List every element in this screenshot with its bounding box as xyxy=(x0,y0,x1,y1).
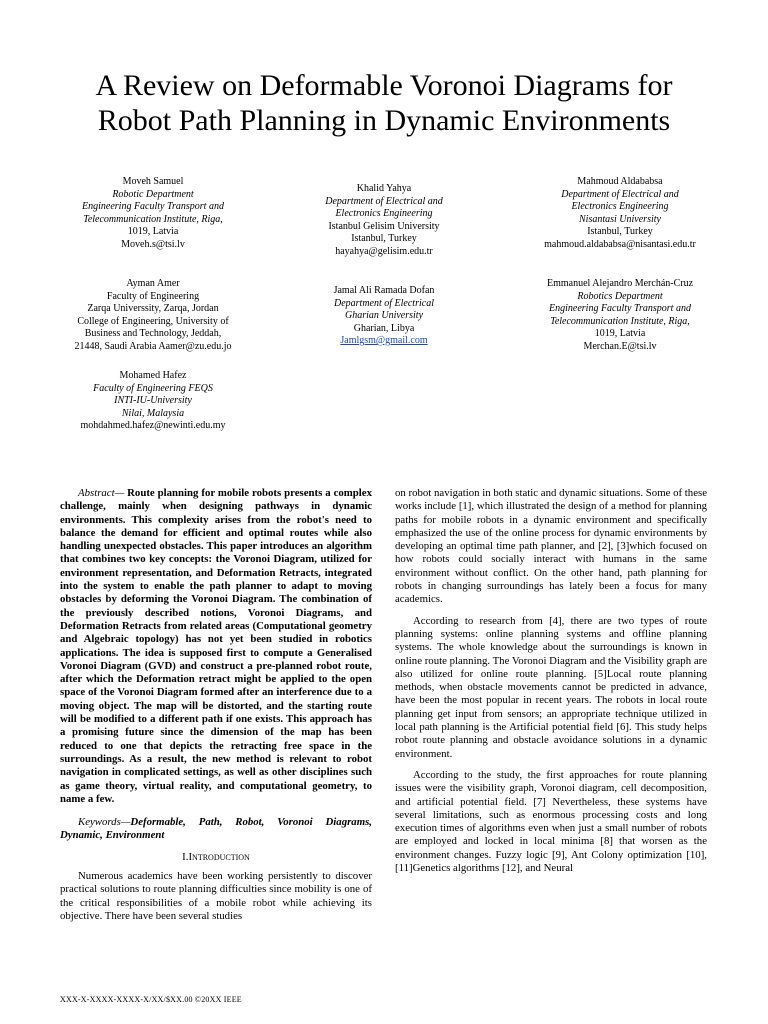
intro-paragraph: Numerous academics have been working persistently to discover practical solutions to route planning difficulties since mobility is one of the critical responsibilities of a mobile robot while achieving its objective. There have been several studies xyxy=(60,870,372,922)
author-address-email: 21448, Saudi Arabia Aamer@zu.edu.jo xyxy=(74,340,232,352)
author-affiliation: Business and Technology, Jeddah, xyxy=(84,328,222,339)
author-department: Department of Electrical and xyxy=(561,188,679,200)
author-address: 1019, Latvia xyxy=(127,226,179,237)
section-title: Introduction xyxy=(188,850,250,863)
author-block xyxy=(289,285,479,348)
author-block xyxy=(520,176,720,251)
author-affiliation: College of Engineering, University of xyxy=(77,315,229,327)
author-email-link[interactable]: Jamlgsm@gmail.com xyxy=(340,335,428,346)
author-affiliation: Telecommunication Institute, Riga, xyxy=(83,213,223,225)
author-block xyxy=(520,278,720,353)
title-line-2: Robot Path Planning in Dynamic Environments xyxy=(97,104,671,137)
author-affiliation: Zarqa Universsity, Zarqa, Jordan xyxy=(87,303,219,314)
author-department: Department of Electrical xyxy=(334,297,434,309)
author-name: Mahmoud Aldababsa xyxy=(577,176,663,187)
right-column xyxy=(395,487,707,883)
author-block xyxy=(58,278,248,353)
author-name: Khalid Yahya xyxy=(356,183,412,194)
author-affiliation: Engineering Faculty Transport and xyxy=(82,201,224,212)
author-affiliation: INTI-IU-University xyxy=(114,395,192,406)
keywords-label: Keywords— xyxy=(78,816,131,829)
author-affiliation: Nilai, Malaysia xyxy=(121,407,185,419)
author-affiliation: Electronics Engineering xyxy=(571,201,669,212)
author-email: mohdahmed.hafez@newinti.edu.my xyxy=(80,420,226,431)
abstract-label: Abstract— xyxy=(78,487,125,499)
body-paragraph: on robot navigation in both static and dynamic situations. Some of these works include [1], which illustrated the design of a method for planning paths for mobile robots in a dynamic environment and specifically emphasized the use of the online process for dynamic environments by developing an optimal time path planner, and [2], [3]which focused on how robots could socially interact with humans in the same environment without conflict. On the other hand, path planning for robots in changing surroundings has lately been a focus for many academics. xyxy=(395,487,707,606)
author-affiliation: Engineering Faculty Transport and xyxy=(549,303,691,314)
author-name: Ayman Amer xyxy=(126,278,180,289)
author-email: hayahya@gelisim.edu.tr xyxy=(335,245,433,257)
author-name: Emmanuel Alejandro Merchán-Cruz xyxy=(546,278,694,289)
abstract xyxy=(60,487,372,806)
author-address: Gharian, Libya xyxy=(353,322,415,334)
author-address: Istanbul, Turkey xyxy=(351,233,417,244)
author-email: Moveh.s@tsi.lv xyxy=(121,238,185,250)
author-department: Faculty of Engineering FEQS xyxy=(93,382,213,394)
copyright-footer: XXX-X-XXXX-XXXX-X/XX/$XX.00 ©20XX IEEE xyxy=(60,995,242,1004)
author-affiliation: Telecommunication Institute, Riga, xyxy=(550,315,690,327)
author-block xyxy=(58,176,248,251)
section-number: I. xyxy=(182,850,189,863)
paper-title xyxy=(40,68,728,138)
author-block xyxy=(58,370,248,433)
keywords-text: Deformable, Path, Robot, Voronoi Diagrams, Dynamic, Environment xyxy=(60,816,372,842)
author-email: mahmoud.aldababsa@nisantasi.edu.tr xyxy=(544,238,696,250)
author-name: Moveh Samuel xyxy=(122,176,184,187)
body-paragraph: According to research from [4], there are two types of route planning systems: online planning systems and offline planning systems. The whole knowledge about the surroundings is known in online route planning. The Voronoi Diagram and the Visibility graph are also utilized for online route planning. [5]Local route planning methods, when obstacle movements cannot be predicted in advance, have been the most popular in recent years. The robots in local route planning get input from sensors; an appropriate technique utilized in local path planning is the Artificial potential field [6]. This study helps robot route planning and obstacle avoidance solutions in a dynamic environment. xyxy=(395,614,707,760)
author-affiliation: Electronics Engineering xyxy=(335,208,433,219)
author-affiliation: Gharian University xyxy=(344,310,424,321)
author-name: Mohamed Hafez xyxy=(119,370,187,381)
left-column xyxy=(60,487,372,931)
author-email: Merchan.E@tsi.lv xyxy=(583,340,657,352)
author-affiliation: Istanbul Gelisim University xyxy=(328,220,440,232)
author-department: Robotics Department xyxy=(577,290,663,302)
author-department: Department of Electrical and xyxy=(325,195,443,207)
title-line-1: A Review on Deformable Voronoi Diagrams for xyxy=(95,69,673,102)
abstract-text: Route planning for mobile robots presents a complex challenge, mainly when designing pathways in dynamic environments. This complexity arises from the robot's need to balance the demand for efficient and optimal routes while also handling unexpected obstacles. This paper introduces an algorithm that combines two key concepts: the Voronoi Diagram, utilized for environment representation, and Deformation Retracts, integrated into the system to enable the path planner to adapt to moving obstacles by deforming the Voronoi Diagram. The combination of the previously described notions, Voronoi Diagrams, and Deformation Retracts from related areas (Computational geometry and Algebraic topology) has not yet been studied in robotics applications. The idea is supposed first to compute a Generalised Voronoi Diagram (GVD) and construct a pre-planned robot route, after which the Deformation retract might be applied to the open space of the Voronoi Diagram formed after an interference due to a moving object. The map will be distorted, and the starting route will be modified to a different path if one exists. This approach has a promising future since the dimension of the map has been reduced to one that depicts the retracting free space in the surroundings. As a result, the new method is relevant to robot navigation in complicated settings, as well as other disciplines such as game theory, virtual reality, and computational geometry, to name a few. xyxy=(60,487,372,805)
keywords xyxy=(60,816,372,843)
author-address: 1019, Latvia xyxy=(594,328,646,339)
author-name: Jamal Ali Ramada Dofan xyxy=(333,285,435,296)
author-department: Robotic Department xyxy=(112,188,194,200)
author-affiliation: Faculty of Engineering xyxy=(106,290,200,302)
author-affiliation: Nisantasi University xyxy=(579,213,661,225)
section-heading xyxy=(60,851,372,864)
body-paragraph: According to the study, the first approaches for route planning issues were the visibility graph, Voronoi diagram, cell decomposition, and artificial potential field. [7] Nevertheless, these systems have several limitations, such as enormous processing costs and long execution times of algorithms even when just a small number of robots are employed and locked in local minima [8] that worsen as the environment changes. Fuzzy logic [9], Ant Colony optimization [10], [11]Genetics algorithms [12], and Neural xyxy=(395,768,707,875)
author-block xyxy=(289,183,479,258)
author-address: Istanbul, Turkey xyxy=(587,226,653,237)
